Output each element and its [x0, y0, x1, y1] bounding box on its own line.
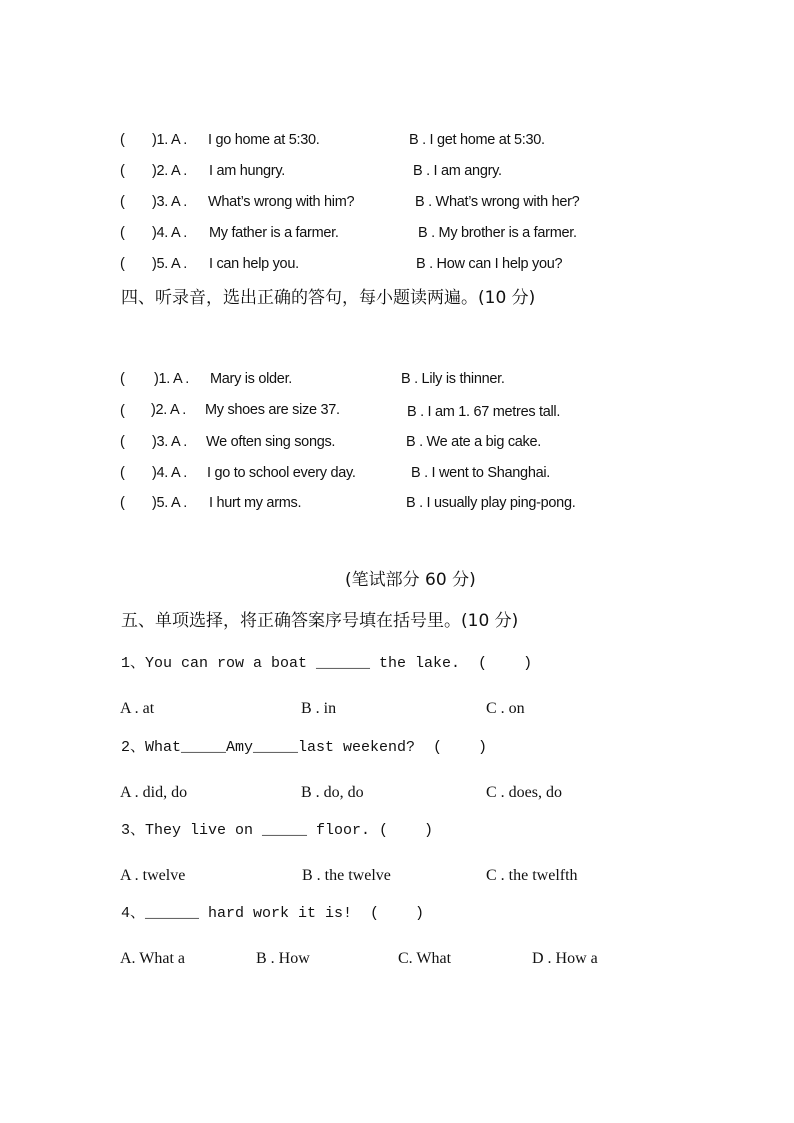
- answer-bracket: (: [120, 465, 125, 481]
- item-number: )4. A .: [152, 225, 187, 241]
- choice-b: B . do, do: [301, 784, 364, 801]
- choice-a: A . twelve: [120, 867, 186, 884]
- option-b: B . We ate a big cake.: [406, 434, 541, 450]
- choice-c: C . does, do: [486, 784, 562, 801]
- item-number: )4. A .: [152, 465, 187, 481]
- option-b: B . I usually play ping-pong.: [406, 495, 576, 511]
- answer-bracket: (: [120, 225, 125, 241]
- answer-bracket: (: [120, 132, 125, 148]
- option-a: I am hungry.: [209, 163, 285, 179]
- item-number: )5. A .: [152, 256, 187, 272]
- answer-bracket: (: [120, 194, 125, 210]
- item-number: )1. A .: [152, 132, 187, 148]
- item-number: )2. A .: [152, 163, 187, 179]
- option-a: What’s wrong with him?: [208, 194, 355, 210]
- option-a: My father is a farmer.: [209, 225, 339, 241]
- option-b: B . What’s wrong with her?: [415, 194, 580, 210]
- answer-bracket: (: [120, 403, 125, 419]
- option-a: I hurt my arms.: [209, 495, 302, 511]
- option-b: B . How can I help you?: [416, 256, 563, 272]
- option-b: B . Lily is thinner.: [401, 371, 505, 387]
- answer-bracket: (: [120, 256, 125, 272]
- question-stem: 3、They live on _____ floor. ( ): [121, 822, 434, 839]
- choice-b: B . How: [256, 950, 310, 967]
- choice-a: A. What a: [120, 950, 186, 967]
- option-a: I go to school every day.: [207, 465, 356, 481]
- answer-bracket: (: [120, 434, 125, 450]
- choice-d: D . How a: [532, 950, 598, 967]
- option-b: B . I get home at 5:30.: [409, 132, 545, 148]
- option-a: My shoes are size 37.: [205, 402, 340, 418]
- question-stem: 4、______ hard work it is! ( ): [121, 905, 425, 922]
- item-number: )2. A .: [151, 402, 186, 418]
- option-b: B . I am angry.: [413, 163, 502, 179]
- question-stem: 1、You can row a boat ______ the lake. ( ): [121, 655, 533, 672]
- section-4-title: 四、听录音，选出正确的答句，每小题读两遍。(10 分): [121, 288, 536, 308]
- option-a: I can help you.: [209, 256, 299, 272]
- item-number: )3. A .: [152, 194, 187, 210]
- choice-a: A . at: [120, 700, 155, 717]
- option-b: B . My brother is a farmer.: [418, 225, 577, 241]
- choice-c: C. What: [398, 950, 452, 967]
- option-b: B . I went to Shanghai.: [411, 465, 550, 481]
- option-a: Mary is older.: [210, 371, 293, 387]
- option-a: I go home at 5:30.: [208, 132, 320, 148]
- answer-bracket: (: [120, 495, 125, 511]
- item-number: )1. A .: [154, 371, 189, 387]
- choice-c: C . the twelfth: [486, 867, 578, 884]
- choice-a: A . did, do: [120, 784, 188, 801]
- option-a: We often sing songs.: [206, 434, 336, 450]
- section-5-title: 五、单项选择，将正确答案序号填在括号里。(10 分): [121, 611, 519, 631]
- answer-bracket: (: [120, 371, 125, 387]
- option-b: B . I am 1. 67 metres tall.: [407, 404, 561, 420]
- choice-b: B . in: [301, 700, 337, 717]
- item-number: )3. A .: [152, 434, 187, 450]
- item-number: )5. A .: [152, 495, 187, 511]
- question-stem: 2、What_____Amy_____last weekend? ( ): [121, 739, 488, 756]
- answer-bracket: (: [120, 163, 125, 179]
- written-part-title: (笔试部分 60 分): [345, 570, 476, 590]
- choice-c: C . on: [486, 700, 525, 717]
- choice-b: B . the twelve: [302, 867, 391, 884]
